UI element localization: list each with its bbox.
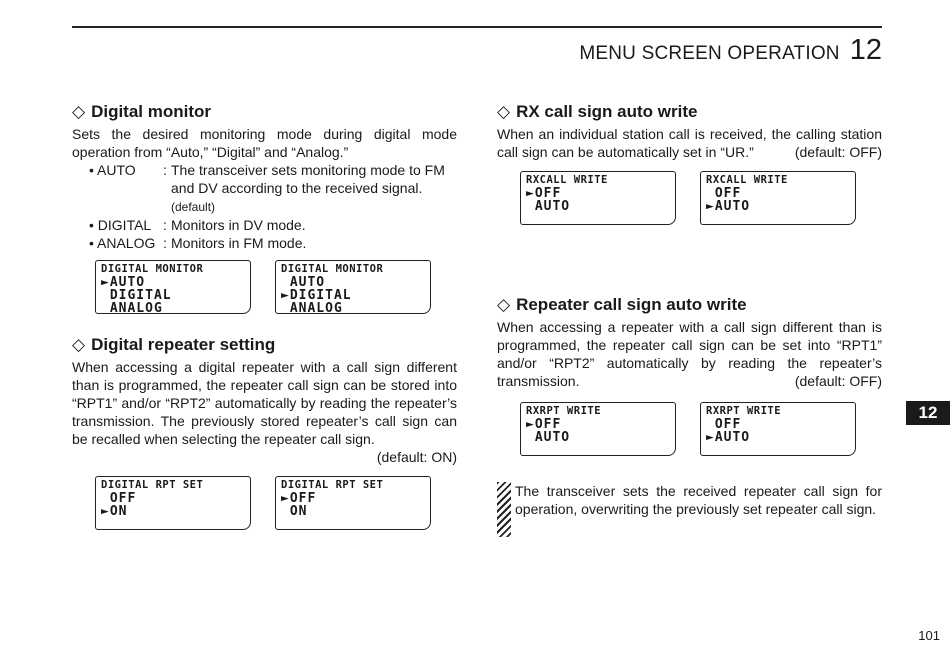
section-heading: ◇ Digital repeater setting bbox=[72, 335, 276, 354]
lcd-screen: DIGITAL RPT SET OFF ►ON bbox=[95, 476, 251, 530]
chapter-tab: 12 bbox=[906, 401, 950, 425]
section-heading: ◇ Digital monitor bbox=[72, 102, 212, 121]
default-note: (default: OFF) bbox=[794, 373, 882, 389]
section-heading: ◇ RX call sign auto write bbox=[497, 102, 698, 121]
diamond-icon: ◇ bbox=[497, 102, 511, 121]
section-body: When accessing a digital repeater with a call sign different than is programmed, the repeater call sign can be stored into “RPT1” and/or “RPT2” automatically by reading the repeater’s transmission. The previously stored repeater’s call sign can be recalled when selecting the repeater call sign. bbox=[72, 359, 457, 447]
section-body: Sets the desired monitoring mode during digital mode operation from “Auto,” “Digital” and “Analog.” bbox=[72, 126, 457, 160]
repeater-callsign-section bbox=[497, 294, 882, 456]
note-icon bbox=[497, 482, 511, 537]
lcd-screen: RXRPT WRITE OFF ►AUTO bbox=[700, 402, 856, 456]
lcd-screen: RXCALL WRITE OFF ►AUTO bbox=[700, 171, 856, 225]
lcd-examples bbox=[520, 402, 882, 456]
section-heading: ◇ Repeater call sign auto write bbox=[497, 295, 747, 314]
lcd-examples bbox=[95, 476, 457, 530]
bullet-item: • DIGITAL : Monitors in DV mode. bbox=[89, 217, 306, 233]
diamond-icon: ◇ bbox=[497, 295, 511, 314]
lcd-examples bbox=[95, 260, 457, 314]
top-rule bbox=[72, 26, 882, 28]
lcd-screen: DIGITAL MONITOR AUTO ►DIGITAL ANALOG bbox=[275, 260, 431, 314]
note-box bbox=[497, 482, 882, 537]
page-number: 101 bbox=[918, 628, 940, 643]
bullet-item: • ANALOG : Monitors in FM mode. bbox=[89, 235, 307, 251]
digital-repeater-section bbox=[72, 334, 457, 530]
diamond-icon: ◇ bbox=[72, 335, 86, 354]
lcd-screen: RXCALL WRITE ►OFF AUTO bbox=[520, 171, 676, 225]
default-note: (default: ON) bbox=[376, 449, 457, 465]
chapter-number: 12 bbox=[849, 34, 882, 66]
diamond-icon: ◇ bbox=[72, 102, 86, 121]
bullet-item: • AUTO : The transceiver sets monitoring mode to FM and DV according to the received signal. (default) bbox=[89, 162, 445, 214]
section-body: When accessing a repeater with a call sign different than is programmed, the repeater call sign can be set into “RPT1” and/or “RPT2” automatically by reading the repeater’s transmission. bbox=[497, 319, 882, 389]
lcd-examples bbox=[520, 171, 882, 225]
lcd-screen: RXRPT WRITE ►OFF AUTO bbox=[520, 402, 676, 456]
rx-callsign-section bbox=[497, 101, 882, 225]
lcd-screen: DIGITAL MONITOR ►AUTO DIGITAL ANALOG bbox=[95, 260, 251, 314]
header-title: MENU SCREEN OPERATION bbox=[579, 43, 840, 64]
page-header bbox=[579, 34, 882, 66]
digital-monitor-section bbox=[72, 101, 457, 314]
note-text: The transceiver sets the received repeater call sign for operation, overwriting the previously set repeater call sign. bbox=[515, 483, 882, 517]
lcd-screen: DIGITAL RPT SET ►OFF ON bbox=[275, 476, 431, 530]
section-body: When an individual station call is received, the calling station call sign can be automatically set in “UR.” (default: OFF) bbox=[497, 126, 882, 160]
